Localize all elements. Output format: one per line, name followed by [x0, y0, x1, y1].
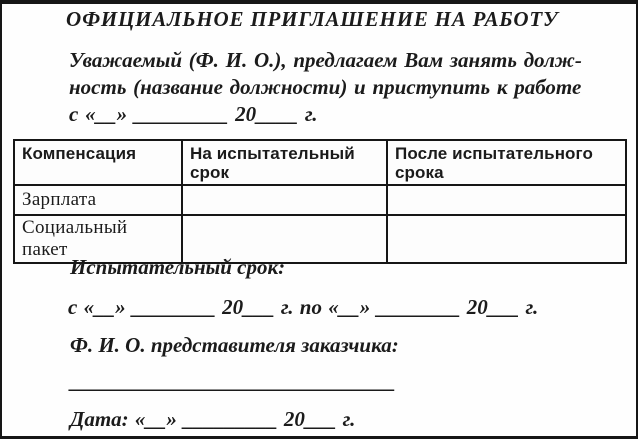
cell-salary-trial-blank [182, 185, 387, 215]
table-header-row [14, 140, 626, 185]
signature-blank-line: _______________________________ [70, 369, 396, 393]
table-row-salary [14, 185, 626, 215]
cell-social-after-blank [387, 215, 626, 263]
intro-line-2: ность (название должности) и приступить к работе [69, 75, 582, 99]
intro-line-1: Уважаемый (Ф. И. О.), предлагаем Вам занять долж- [69, 48, 582, 72]
probation-period-heading: Испытательный срок: [70, 255, 286, 279]
date-blank-line: Дата: «__» _________ 20___ г. [70, 407, 356, 431]
intro-line-3-start-date-blank: с «__» _________ 20____ г. [69, 102, 318, 126]
table-header-compensation: Компенсация [14, 140, 182, 185]
table-header-after-trial-period: После испытательного срока [387, 140, 626, 185]
row-label-social-package: Социальный пакет [14, 215, 182, 263]
probation-date-range-blanks: с «__» ________ 20___ г. по «__» ________ 20___ г. [68, 295, 539, 319]
customer-representative-label: Ф. И. О. представителя заказчика: [70, 333, 399, 357]
cell-salary-after-blank [387, 185, 626, 215]
page-title: ОФИЦИАЛЬНОЕ ПРИГЛАШЕНИЕ НА РАБОТУ [66, 7, 559, 31]
compensation-table [13, 139, 627, 264]
table-header-trial-period: На испытательный срок [182, 140, 387, 185]
intro-paragraph [69, 47, 582, 128]
row-label-salary: Зарплата [14, 185, 182, 215]
